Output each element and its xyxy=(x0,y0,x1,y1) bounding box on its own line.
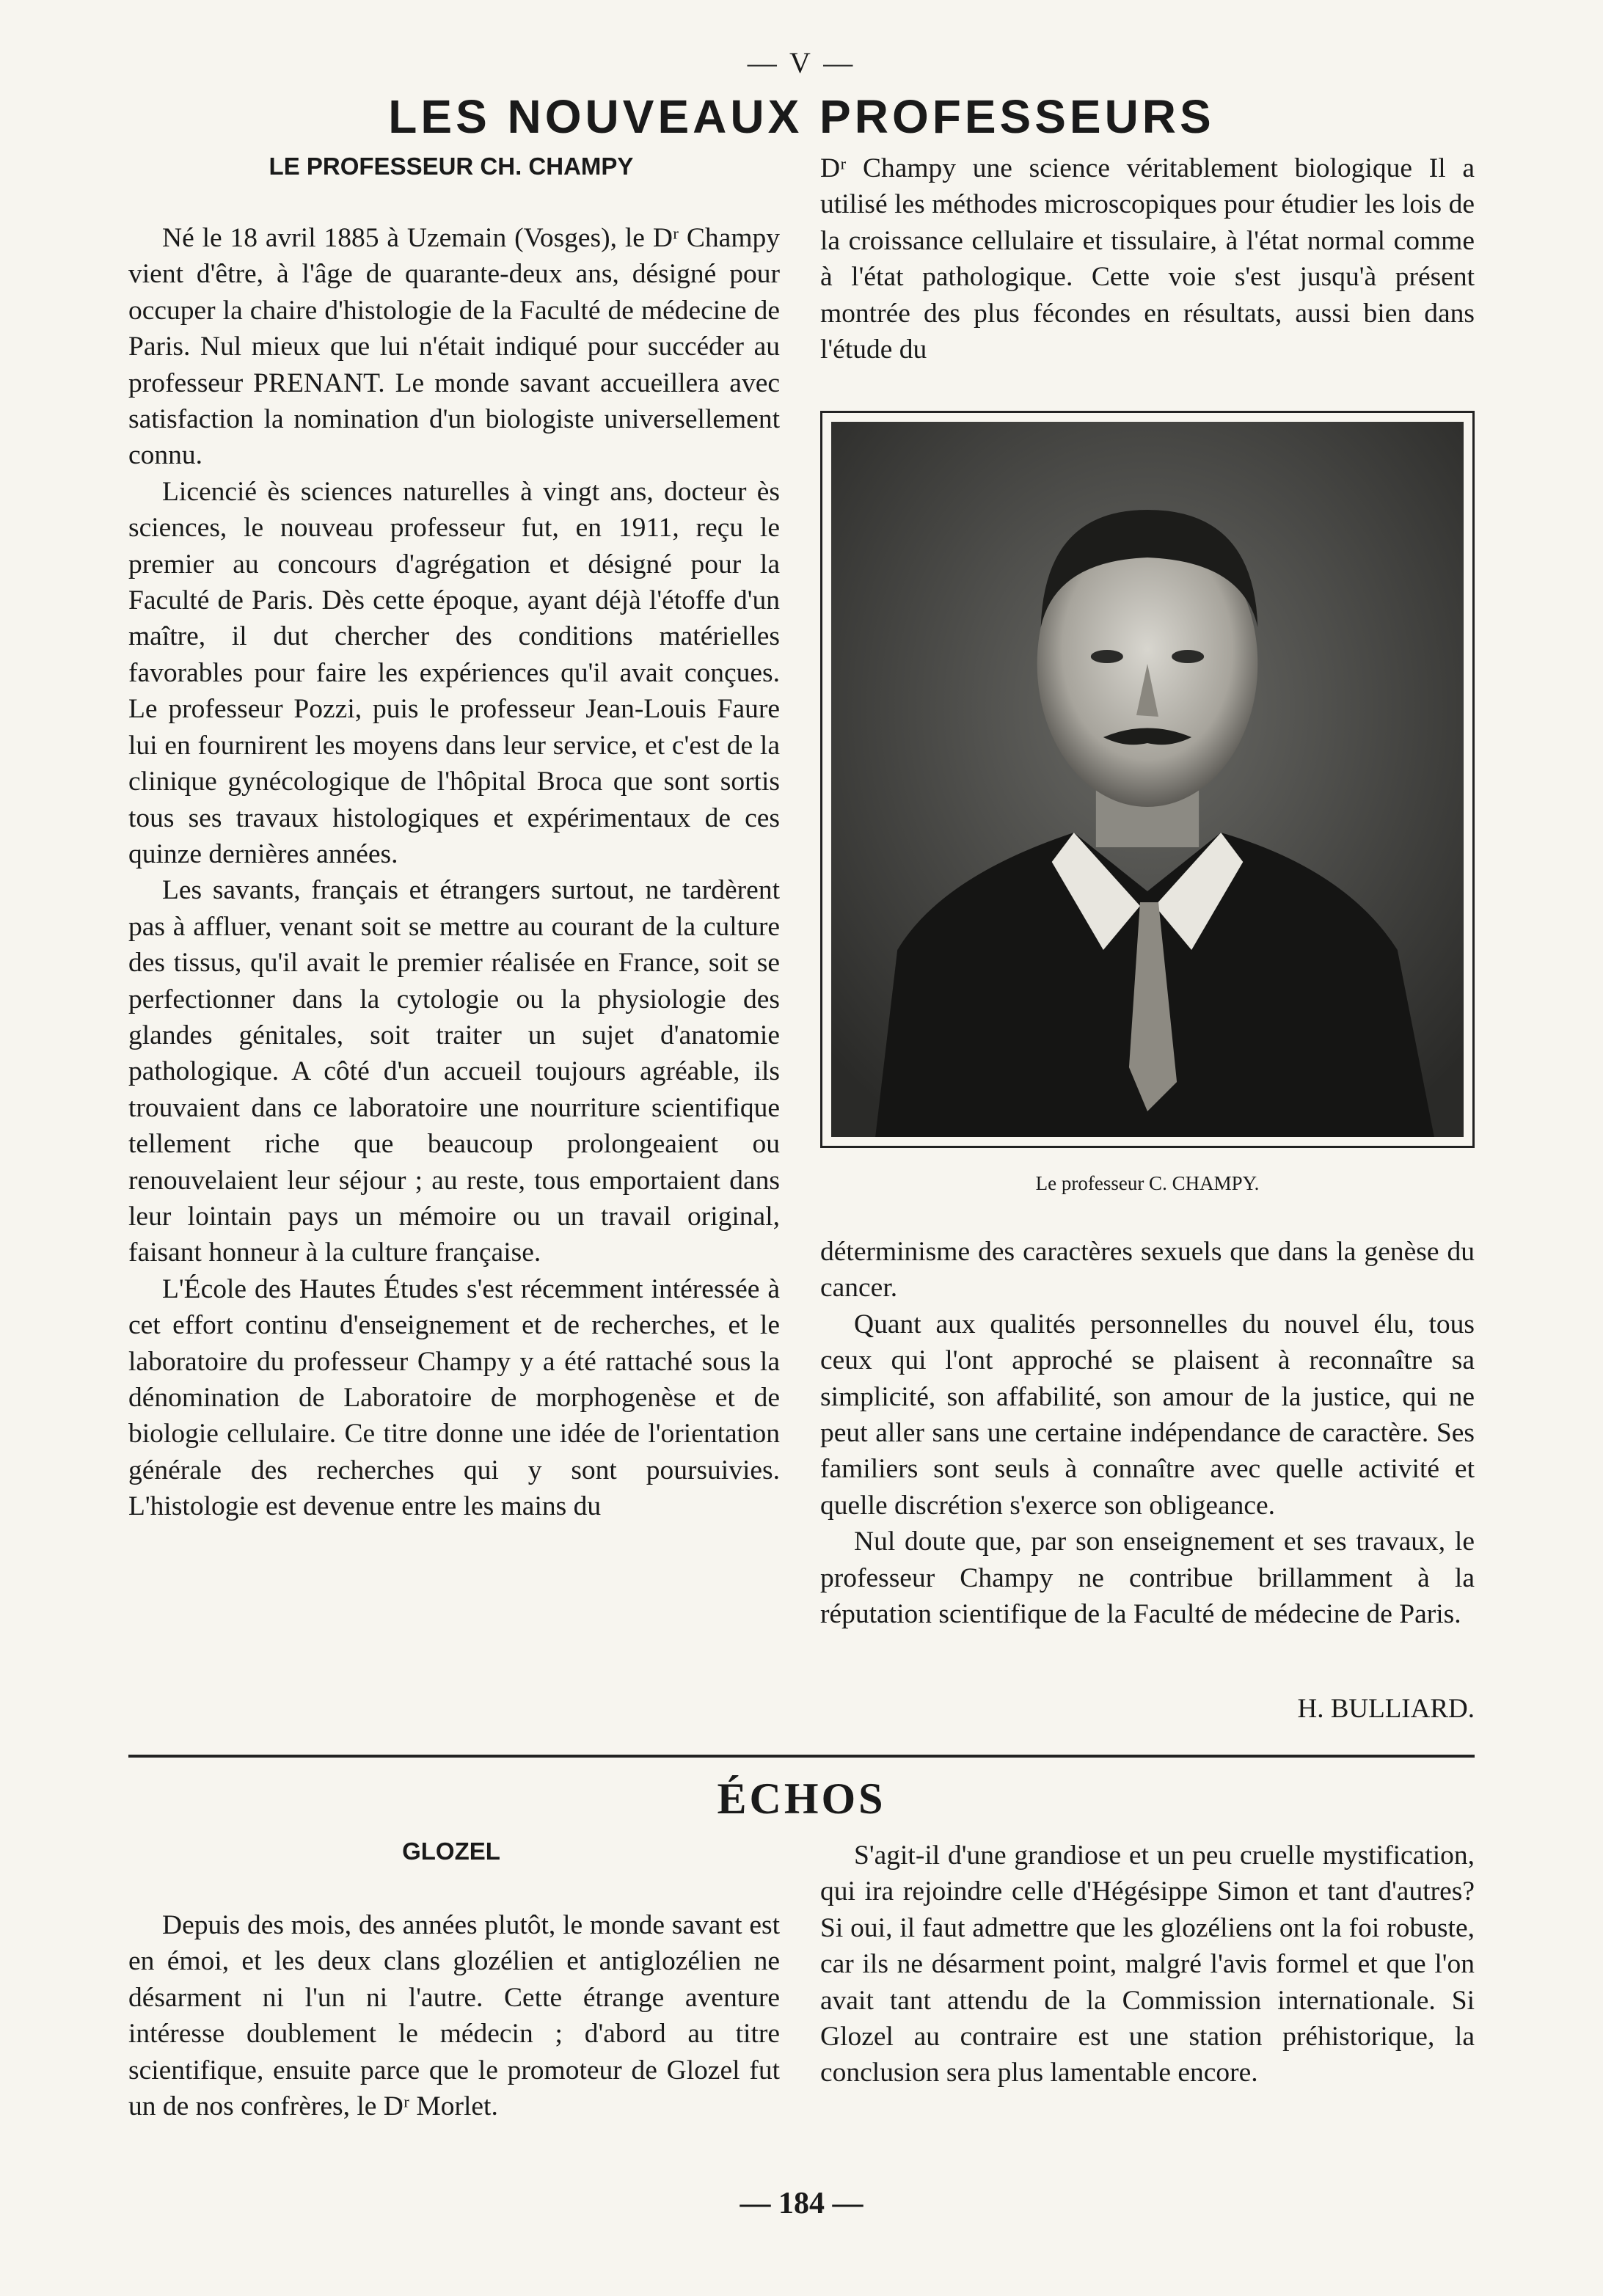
portrait-image xyxy=(831,422,1464,1137)
paragraph: déterminisme des caractères sexuels que dans la genèse du cancer. xyxy=(820,1237,1475,1304)
photo-caption: Le professeur C. CHAMPY. xyxy=(1035,1172,1260,1194)
paragraph: S'agit-il d'une grandiose et un peu cruelle mystification, qui ira rejoindre celle d'Hégésippe Simon et tant d'autres? Si oui, il faut admettre que les glozéliens ont la foi robuste, car ils ne désarment point, malgré l'avis formel et que l'on avait tant attendu de la Commission internationale. Si Glozel au contraire est une station préhistorique, la conclusion sera plus lamentable encore. xyxy=(820,1840,1475,2088)
paragraph: Licencié ès sciences naturelles à vingt ans, docteur ès sciences, le nouveau professeur fut, en 1911, reçu le premier au concours d'agrégation et désigné pour la Faculté de Paris. Dès cette époque, ayant déjà l'étoffe d'un maître, il dut chercher des conditions matérielles favorables pour faire les expériences qu'il avait conçues. Le professeur Pozzi, puis le professeur Jean-Louis Faure lui en fournirent les moyens dans leur service, et c'est de la clinique gynécologique de l'hôpital Broca que sont sortis tous ses travaux histologiques et expérimentaux de ces quinze dernières années. xyxy=(128,476,780,869)
top-folio: — V — xyxy=(747,46,856,79)
paragraph: Né le 18 avril 1885 à Uzemain (Vosges), le Dʳ Champy vient d'être, à l'âge de quarante-deux ans, désigné pour occuper la chaire d'histologie de la Faculté de médecine de Paris. Nul mieux que lui n'était indiqué pour succéder au professeur PRENANT. Le monde savant accueillera avec satisfaction la nomination d'un biologiste universellement connu. xyxy=(128,223,780,471)
paragraph: Quant aux qualités personnelles du nouvel élu, tous ceux qui l'ont approché se plaisent à reconnaître sa simplicité, son affabilité, son amour de la justice, qui ne peut aller sans une certaine indépendance de caractère. Ses familiers sont seuls à connaître avec quelle activité et quelle discrétion s'exerce son obligeance. xyxy=(820,1309,1475,1521)
paragraph: Depuis des mois, des années plutôt, le monde savant est en émoi, et les deux clans glozélien et antiglozélien ne désarment ni l'un ni l'autre. Cette étrange aventure intéresse doublement le médecin ; d'abord au titre scientifique, ensuite parce que le promoteur de Glozel fut un de nos confrères, le Dʳ Morlet. xyxy=(128,1910,780,2122)
section-subtitle: GLOZEL xyxy=(402,1838,500,1865)
article-right-column-top xyxy=(820,150,1475,368)
paragraph: Les savants, français et étrangers surtout, ne tardèrent pas à affluer, venant soit se mettre au courant de la culture des tissus, qu'il avait le premier réalisée en France, soit se perfectionner dans la cytologie ou la physiologie des glandes génitales, soit traiter un sujet d'anatomie pathologique. A côté d'un accueil toujours agréable, ils trouvaient dans ce laboratoire une nourriture scientifique tellement riche que beaucoup prolongeaient ou renouvelaient leur séjour ; au reste, tous emportaient dans leur lointain pays un mémoire ou un travail original, faisant honneur à la culture française. xyxy=(128,875,780,1268)
paragraph: Dʳ Champy une science véritablement biologique Il a utilisé les méthodes microscopiques pour étudier les lois de la croissance cellulaire et tissulaire, à l'état normal comme à l'état pathologique. Cette voie s'est jusqu'à présent montrée des plus fécondes en résultats, aussi bien dans l'étude du xyxy=(820,153,1475,365)
paragraph: L'École des Hautes Études s'est récemment intéressée à cet effort continu d'enseignement et de recherches, et le laboratoire du professeur Champy y a été rattaché sous la dénomination de Laboratoire de morphogenèse et de biologie cellulaire. Ce titre donne une idée de l'orientation générale des recherches qui y sont poursuivies. L'histologie est devenue entre les mains du xyxy=(128,1273,780,1522)
article-right-column-bottom xyxy=(820,1234,1475,1632)
echos-right-column xyxy=(820,1838,1475,2091)
section-title: ÉCHOS xyxy=(717,1774,886,1823)
article-subtitle: LE PROFESSEUR CH. CHAMPY xyxy=(269,153,634,180)
signature: H. BULLIARD. xyxy=(1297,1694,1475,1724)
page-title: LES NOUVEAUX PROFESSEURS xyxy=(388,90,1215,143)
article-left-column xyxy=(128,220,780,1525)
paragraph: Nul doute que, par son enseignement et ses travaux, le professeur Champy ne contribue brillamment à la réputation scientifique de la Faculté de médecine de Paris. xyxy=(820,1527,1475,1630)
portrait-photo xyxy=(820,411,1475,1148)
echos-left-column xyxy=(128,1907,780,2124)
page-number: — 184 — xyxy=(740,2187,863,2220)
section-divider xyxy=(128,1755,1475,1758)
